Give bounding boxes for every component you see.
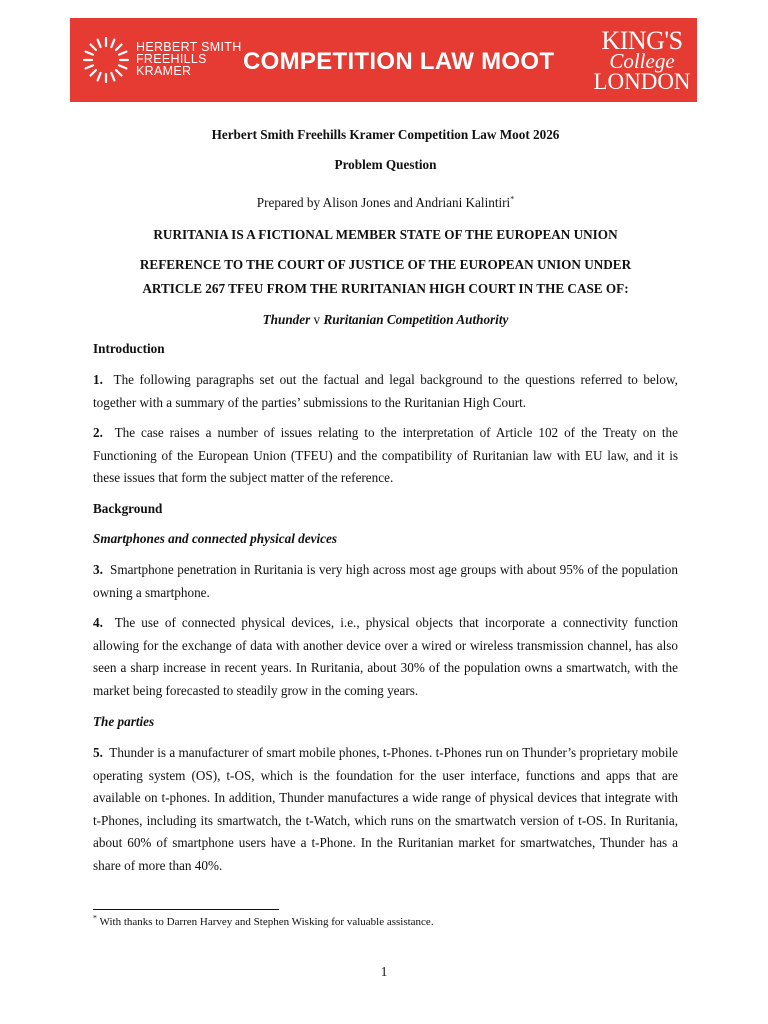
paragraph-1 [93, 369, 678, 414]
firm-name-line1: HERBERT SMITH [136, 40, 242, 54]
footnote-text: With thanks to Darren Harvey and Stephen Wisking for valuable assistance. [97, 916, 434, 928]
reference-line-1: REFERENCE TO THE COURT OF JUSTICE OF THE EUROPEAN UNION UNDER [139, 257, 632, 272]
kings-college-logo [592, 28, 692, 93]
case-versus: v [310, 312, 324, 327]
paragraph-2 [93, 422, 678, 490]
kings-logo-line3: LONDON [593, 69, 691, 94]
footnote-mark: * [93, 913, 97, 923]
paragraph-2-number: 2. [93, 425, 103, 440]
footnote-divider [93, 909, 279, 910]
firm-name [136, 41, 242, 77]
paragraph-4-number: 4. [93, 615, 103, 630]
moot-title: Herbert Smith Freehills Kramer Competition Law Moot 2026 [211, 127, 560, 142]
section-smartphones: Smartphones and connected physical devices [93, 531, 337, 546]
case-party-1: Thunder [262, 312, 311, 327]
firm-name-line2: FREEHILLS [136, 52, 207, 66]
kings-logo-line2: College [609, 49, 675, 73]
header-banner [70, 18, 697, 102]
banner-title: COMPETITION LAW MOOT [243, 48, 555, 75]
section-parties: The parties [93, 714, 155, 729]
page-number: 1 [380, 964, 388, 979]
paragraph-1-number: 1. [93, 372, 103, 387]
paragraph-3 [93, 559, 678, 604]
case-name [93, 309, 678, 332]
firm-name-line3: KRAMER [136, 64, 192, 78]
prepared-by [93, 192, 678, 215]
paragraph-4 [93, 612, 678, 702]
paragraph-5-number: 5. [93, 745, 103, 760]
footnote [93, 914, 434, 930]
case-party-2: Ruritanian Competition Authority [323, 312, 509, 327]
paragraph-3-number: 3. [93, 562, 103, 577]
reference-line-2: ARTICLE 267 TFEU FROM THE RURITANIAN HIGH COURT IN THE CASE OF: [142, 281, 629, 296]
paragraph-4-text: The use of connected physical devices, i.e., physical objects that incorporate a connectivity function allowing for the exchange of data with another device over a wired or wireless transmission channel, has also seen a sharp increase in recent years. In Ruritania, about 30% of the population owns a smartwatch, with the market being forecasted to steadily grow in the coming years. [93, 615, 679, 698]
sunburst-logo-icon [82, 36, 130, 84]
paragraph-3-text: Smartphone penetration in Ruritania is very high across most age groups with about 95% of the population owning a smartphone. [93, 562, 678, 600]
document-subtitle: Problem Question [334, 157, 437, 172]
paragraph-5-text: Thunder is a manufacturer of smart mobile phones, t-Phones. t-Phones run on Thunder’s proprietary mobile operating system (OS), t-OS, which is the foundation for the user interface, functions and apps that are available on t-phones. In addition, Thunder manufactures a wide range of physical devices that integrate with t-Phones, including its smartwatch, the t-Watch, which runs on the smartwatch version of t-OS. In Ruritania, about 60% of smartphone users have a t-Phone. In the Ruritanian market for smartwatches, Thunder has a share of more than 40%. [93, 745, 678, 873]
fiction-note: RURITANIA IS A FICTIONAL MEMBER STATE OF THE EUROPEAN UNION [153, 227, 618, 242]
paragraph-1-text: The following paragraphs set out the factual and legal background to the questions referred to below, together with a summary of the parties’ submissions to the Ruritanian High Court. [93, 372, 678, 410]
prepared-by-text: Prepared by Alison Jones and Andriani Kalintiri [256, 195, 511, 210]
paragraph-2-text: The case raises a number of issues relating to the interpretation of Article 102 of the Treaty on the Functioning of the European Union (TFEU) and the compatibility of Ruritanian law with EU law, and it is these issues that form the subject matter of the reference. [93, 425, 678, 485]
kings-logo-line1: KING'S [601, 26, 683, 55]
section-background: Background [93, 501, 163, 516]
section-introduction: Introduction [93, 341, 165, 356]
footnote-marker: * [510, 194, 515, 204]
paragraph-5 [93, 742, 678, 877]
